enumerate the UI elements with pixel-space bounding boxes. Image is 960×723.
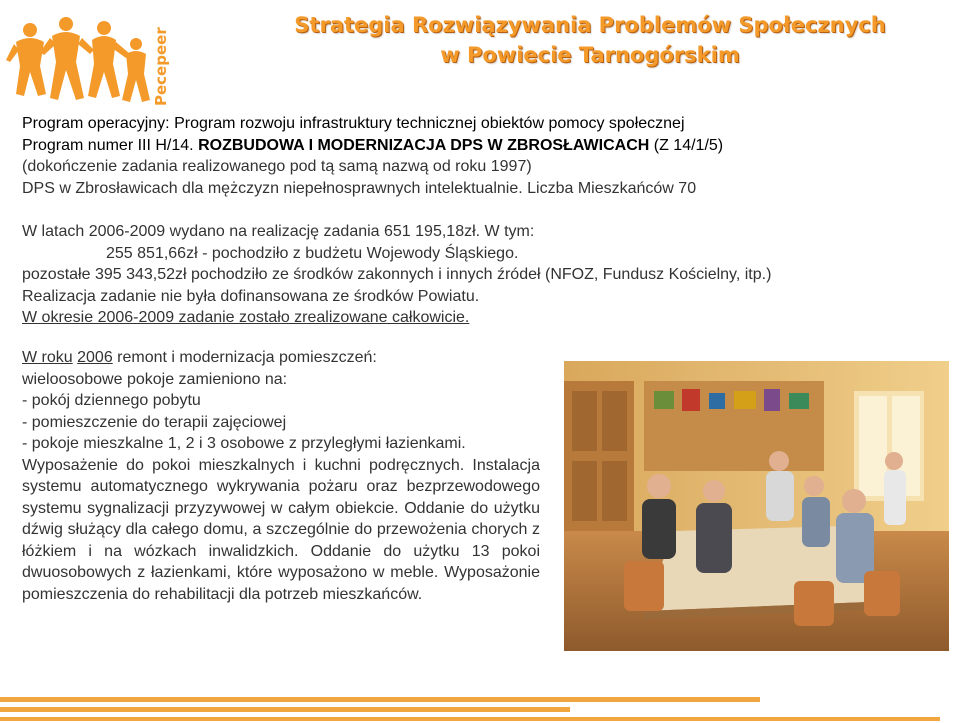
funding-info xyxy=(22,221,952,329)
funding-line-1: W latach 2006-2009 wydano na realizację zadania 651 195,18zł. W tym: xyxy=(22,223,535,240)
funding-line-2: 255 851,66zł - pochodziło z budżetu Wojewody Śląskiego. xyxy=(106,244,519,262)
title-line-2: w Powiecie Tarnogórskim xyxy=(440,43,740,67)
footer-bar-1 xyxy=(0,697,760,702)
program-line-2 xyxy=(22,135,952,157)
program-line-1: Program operacyjny: Program rozwoju infrastruktury technicznej obiektów pomocy społecznej xyxy=(22,115,685,132)
footer-bar-2 xyxy=(0,707,570,712)
pecepeer-logo xyxy=(6,14,176,110)
renovation-line-2: wieloosobowe pokoje zamieniono na: xyxy=(22,370,288,388)
renovation-paragraph: Wyposażenie do pokoi mieszkalnych i kuchni podręcznych. Instalacja systemu automatycznego wykrywania pożaru oraz bezprzewodowego systemu sygnalizacji przyzywowej w całym obiekcie. Oddanie do użytku dźwig służący dla całego domu, a szczególnie do przewożenia chorych z łóżkiem i na wózkach inwalidzkich. Oddanie do użytku 13 pokoi dwuosobowych z łazienkami, które wyposażono w meble. Wyposażonie pomieszczenia do rehabilitacji dla potrzeb mieszkańców. xyxy=(22,456,540,603)
funding-line-4: Realizacja zadanie nie była dofinansowana ze środków Powiatu. xyxy=(22,287,480,305)
renovation-item-2: - pomieszczenie do terapii zajęciowej xyxy=(22,413,287,431)
program-line-3: (dokończenie zadania realizowanego pod tą samą nazwą od roku 1997) xyxy=(22,158,532,175)
funding-line-5: W okresie 2006-2009 zadanie zostało zrealizowane całkowicie. xyxy=(22,309,470,326)
footer-bar-3 xyxy=(0,717,940,721)
logo-text: Pecepeer xyxy=(152,27,170,106)
title-line-1: Strategia Rozwiązywania Problemów Społecznych xyxy=(294,13,886,37)
program-info xyxy=(22,113,952,199)
funding-line-3: pozostałe 395 343,52zł pochodziło ze środków zakonnych i innych źródeł (NFOZ, Fundusz Kościelny, itp.) xyxy=(22,266,772,283)
day-room-photo xyxy=(564,361,949,651)
renovation-item-3: - pokoje mieszkalne 1, 2 i 3 osobowe z przyległymi łazienkami. xyxy=(22,435,466,452)
program-name: ROZBUDOWA I MODERNIZACJA DPS W ZBROSŁAWICACH xyxy=(198,136,650,154)
renovation-info xyxy=(22,347,540,605)
program-line-4: DPS w Zbrosławicach dla mężczyzn niepełnosprawnych intelektualnie. Liczba Mieszkańców 70 xyxy=(22,179,697,197)
program-code: (Z 14/1/5) xyxy=(649,136,724,154)
program-number: Program numer III H/14. xyxy=(22,136,199,154)
renovation-intro: W roku 2006 remont i modernizacja pomieszczeń: xyxy=(22,349,377,366)
page-title xyxy=(280,10,900,70)
renovation-item-1: - pokój dziennego pobytu xyxy=(22,392,201,409)
